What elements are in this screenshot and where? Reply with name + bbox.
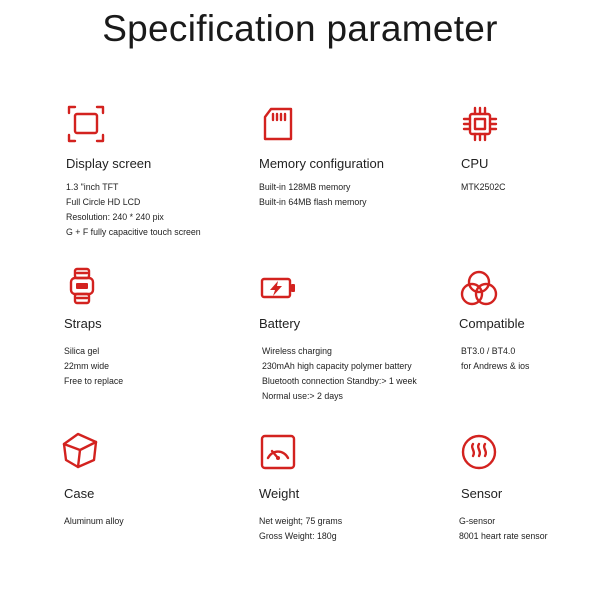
- spec-details-straps: [64, 344, 123, 389]
- weight-gauge-icon: [258, 432, 298, 472]
- spec-details-weight: [259, 514, 342, 544]
- spec-line: 8001 heart rate sensor: [459, 531, 548, 541]
- spec-line: Resolution: 240 * 240 pix: [66, 212, 164, 222]
- spec-line: Silica gel: [64, 346, 100, 356]
- spec-line: 1.3 "inch TFT: [66, 182, 119, 192]
- spec-line: MTK2502C: [461, 182, 506, 192]
- memory-card-icon: [258, 104, 298, 144]
- battery-charging-icon: [258, 268, 298, 308]
- spec-heading-sensor: Sensor: [461, 486, 503, 501]
- spec-line: Net weight; 75 grams: [259, 516, 343, 526]
- spec-line: for Andrews & ios: [461, 361, 530, 371]
- page-title: Specification parameter: [102, 8, 498, 49]
- heat-sensor-icon: [459, 432, 499, 472]
- spec-line: Full Circle HD LCD: [66, 197, 141, 207]
- spec-line: 22mm wide: [64, 361, 109, 371]
- spec-line: Wireless charging: [262, 346, 332, 356]
- spec-line: Gross Weight: 180g: [259, 531, 337, 541]
- spec-line: BT3.0 / BT4.0: [461, 346, 516, 356]
- cube-box-icon: [60, 430, 100, 470]
- spec-details-memory: [259, 180, 367, 210]
- spec-details-cpu: [461, 180, 506, 195]
- spec-line: Normal use:> 2 days: [262, 391, 343, 401]
- spec-line: Built-in 64MB flash memory: [259, 197, 367, 207]
- spec-details-battery: [262, 344, 417, 404]
- spec-line: G-sensor: [459, 516, 496, 526]
- spec-details-sensor: [459, 514, 548, 544]
- spec-heading-display: Display screen: [66, 156, 152, 171]
- spec-heading-case: Case: [64, 486, 95, 501]
- spec-heading-cpu: CPU: [461, 156, 489, 171]
- spec-details-compatible: [461, 344, 529, 374]
- spec-details-case: [64, 514, 124, 529]
- spec-heading-memory: Memory configuration: [259, 156, 384, 171]
- spec-line: 230mAh high capacity polymer battery: [262, 361, 412, 371]
- spec-line: Built-in 128MB memory: [259, 182, 351, 192]
- spec-line: Aluminum alloy: [64, 516, 124, 526]
- spec-details-display: [66, 180, 201, 240]
- display-screen-icon: [66, 104, 106, 144]
- spec-line: G + F fully capacitive touch screen: [66, 227, 201, 237]
- spec-line: Bluetooth connection Standby:> 1 week: [262, 376, 417, 386]
- spec-heading-compatible: Compatible: [459, 316, 525, 331]
- watch-strap-icon: [62, 266, 102, 306]
- spec-heading-battery: Battery: [259, 316, 301, 331]
- spec-line: Free to replace: [64, 376, 124, 386]
- spec-heading-straps: Straps: [64, 316, 102, 331]
- overlapping-circles-icon: [459, 268, 499, 308]
- cpu-chip-icon: [460, 104, 500, 144]
- spec-heading-weight: Weight: [259, 486, 300, 501]
